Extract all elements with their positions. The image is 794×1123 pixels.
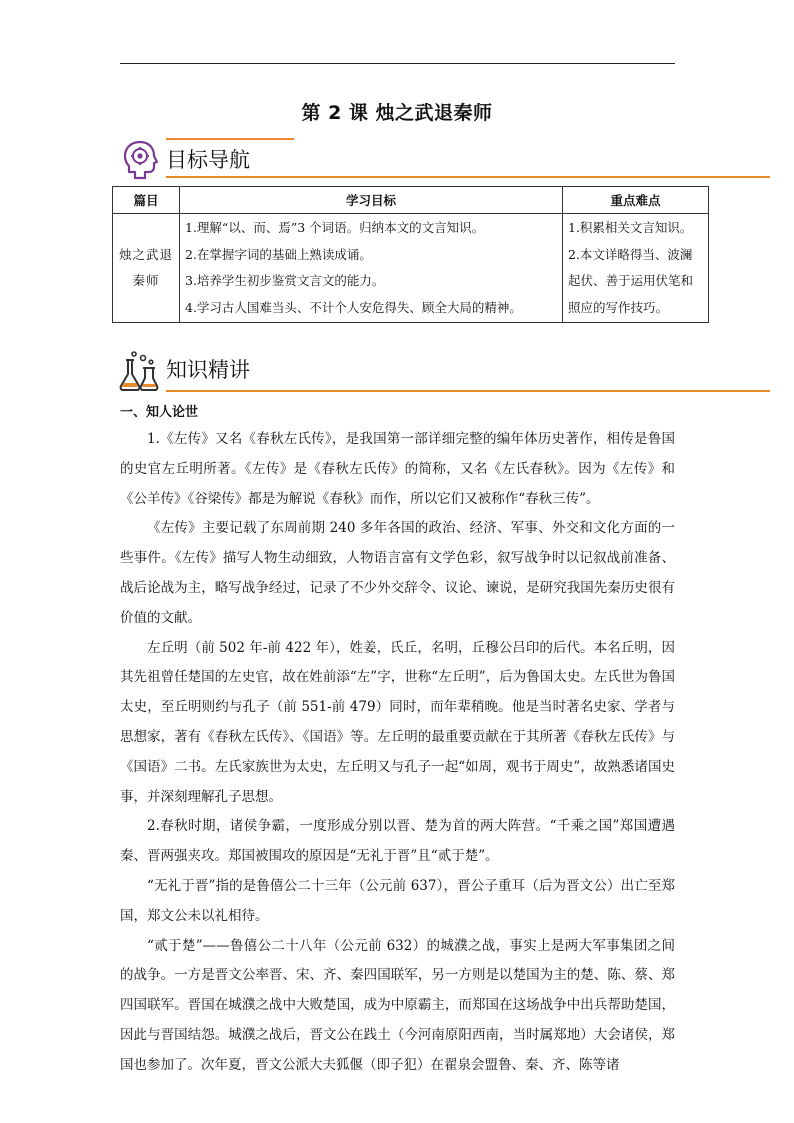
- section-title-goals: 目标导航: [166, 148, 250, 172]
- goal-item: 3.培养学生初步鉴赏文言文的能力。: [185, 273, 385, 288]
- flask-icon: [118, 348, 162, 392]
- paragraph: 左丘明（前 502 年-前 422 年），姓姜，氏丘，名明，丘穆公吕印的后代。本名丘明，因其先祖曾任楚国的左史官，故在姓前添“左”字，世称“左丘明”，后为鲁国太史。左氏世为鲁国太史，至丘明则约与孔子（前 551-前 479）同时，而年辈稍晚。他是当时著名史家、学者与思想家，著有《春秋左氏传》、《国语》等。左丘明的最重要贡献在于其所著《春秋左氏传》与《国语》二书。左氏家族世为太史，左丘明又与孔子一起“如周，观书于周史”，故熟悉诸国史事，并深刻理解孔子思想。: [120, 639, 675, 805]
- column-header: 学习目标: [180, 187, 563, 214]
- key-point-item: 1.积累相关文言知识。: [568, 220, 693, 235]
- article-body: [120, 401, 675, 1081]
- content-heading: 一、知人论世: [120, 405, 199, 420]
- goal-item: 1.理解“以、而、焉”3 个词语。归纳本文的文言知识。: [185, 220, 485, 235]
- paragraph: “无礼于晋”指的是鲁僖公二十三年（公元前 637），晋公子重耳（后为晋文公）出亡至郑国，郑文公未以礼相待。: [120, 877, 675, 924]
- section-underline: [166, 176, 770, 178]
- column-header: 篇目: [113, 187, 180, 214]
- goals-cell: [180, 214, 563, 323]
- table-row: [113, 214, 709, 323]
- goals-table: [112, 186, 709, 323]
- header-rule: [120, 63, 675, 64]
- brain-icon: [118, 138, 162, 182]
- paragraph: “贰于楚”——鲁僖公二十八年（公元前 632）的城濮之战，事实上是两大军事集团之间的战争。一方是晋文公率晋、宋、齐、秦四国联军，另一方则是以楚国为主的楚、陈、蔡、郑四国联军。晋国在城濮之战中大败楚国，成为中原霸主，而郑国在这场战争中出兵帮助楚国，因此与晋国结怨。城濮之战后，晋文公在践土（今河南原阳西南，当时属郑地）大会诸侯，郑国也参加了。次年夏，晋文公派大夫狐偃（即子犯）在翟泉会盟鲁、秦、齐、陈等诸: [120, 937, 675, 1073]
- paragraph: 2.春秋时期，诸侯争霸，一度形成分别以晋、楚为首的两大阵营。“千乘之国”郑国遭遇秦、晋两强夹攻。郑国被围攻的原因是“无礼于晋”且“贰于楚”。: [120, 818, 675, 865]
- section-accent-rule: [166, 138, 294, 140]
- key-point-item: 2.本文详略得当、波澜起伏、善于运用伏笔和照应的写作技巧。: [568, 246, 694, 315]
- table-header-row: [113, 187, 709, 214]
- goal-item: 2.在掌握字词的基础上熟读成诵。: [185, 246, 372, 262]
- subject-cell: 烛之武退秦师: [113, 214, 180, 323]
- page-title: 第 2 课 烛之武退秦师: [301, 102, 493, 124]
- section-underline: [166, 390, 770, 392]
- section-header-goals: [118, 138, 770, 184]
- paragraph: 《左传》主要记载了东周前期 240 多年各国的政治、经济、军事、外交和文化方面的一些事件。《左传》描写人物生动细致，人物语言富有文学色彩，叙写战争时以记叙战前准备、战后论战为主，略写战争经过，记录了不少外交辞令、议论、谏说，是研究我国先秦历史很有价值的文献。: [120, 520, 675, 626]
- goal-item: 4.学习古人国难当头、不计个人安危得失、顾全大局的精神。: [185, 299, 522, 315]
- key-points-cell: [563, 214, 709, 323]
- section-header-knowledge: [118, 348, 770, 394]
- paragraph: 1.《左传》又名《春秋左氏传》，是我国第一部详细完整的编年体历史著作，相传是鲁国的史官左丘明所著。《左传》是《春秋左氏传》的简称，又名《左氏春秋》。因为《左传》和《公羊传》《谷梁传》都是为解说《春秋》而作，所以它们又被称作“春秋三传”。: [120, 431, 675, 507]
- column-header: 重点难点: [563, 187, 709, 214]
- section-title-knowledge: 知识精讲: [166, 358, 250, 382]
